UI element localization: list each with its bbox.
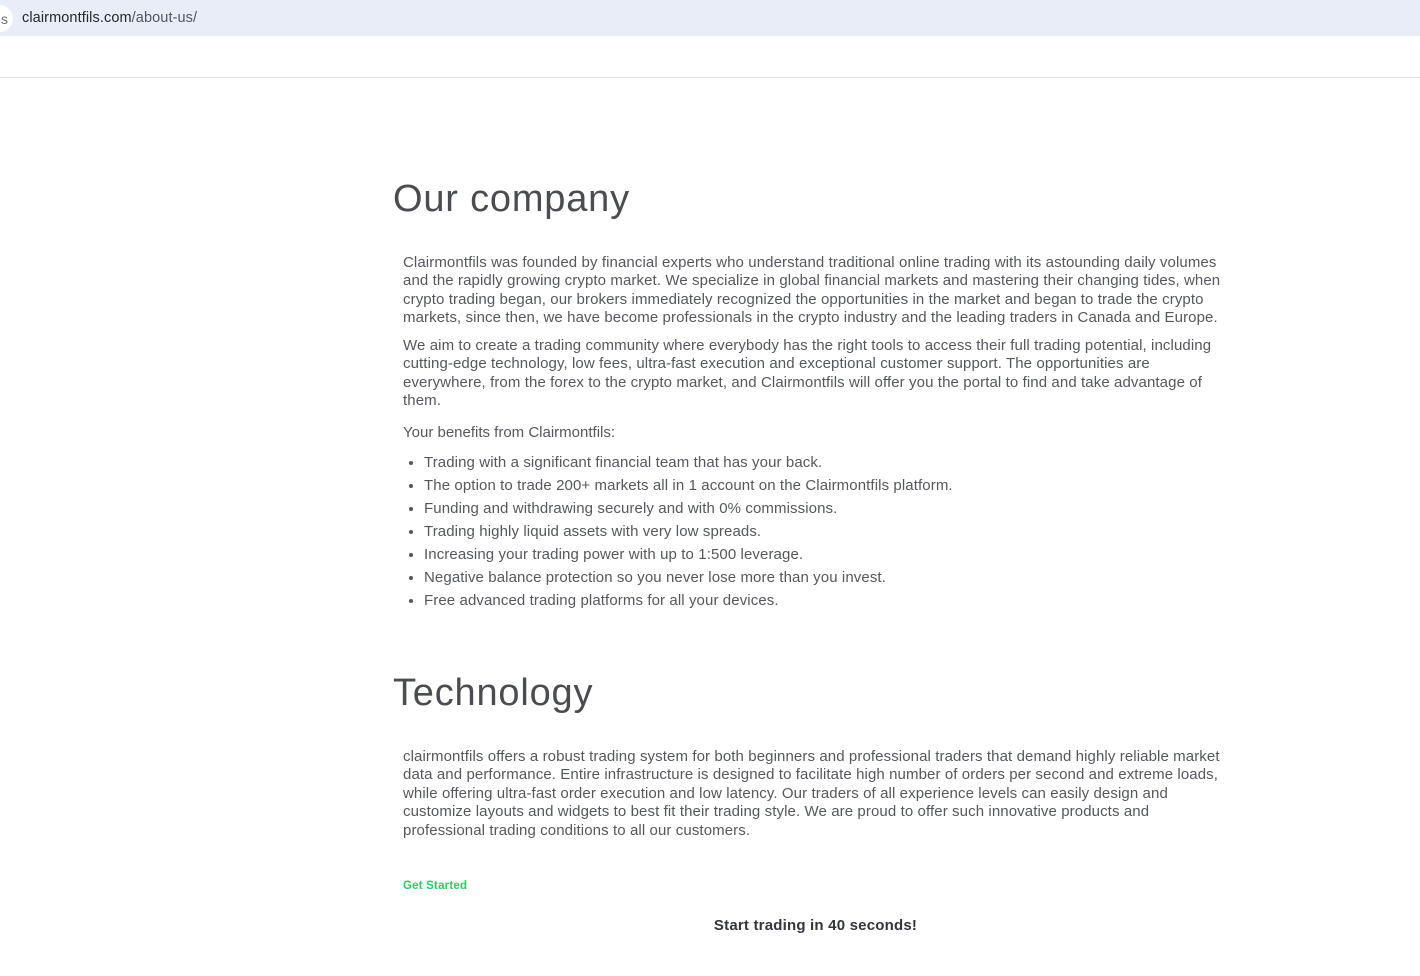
favicon-glyph: s: [1, 10, 8, 27]
benefit-item-text: Free advanced trading platforms for all your devices.: [424, 592, 779, 610]
benefit-item: [403, 589, 1238, 612]
technology-section: [393, 672, 1238, 840]
header-divider: [0, 77, 1420, 78]
address-bar[interactable]: [0, 0, 1420, 36]
get-started-link[interactable]: Get Started: [403, 880, 468, 893]
benefits-list: [403, 451, 1238, 612]
technology-section-title: Technology: [393, 672, 594, 715]
benefit-item: [403, 451, 1238, 474]
bullet-icon: [409, 507, 413, 511]
url-path: /about-us/: [131, 10, 198, 26]
company-paragraph-2: We aim to create a trading community where everybody has the right tools to access their full trading potential, including cutting-edge technology, low fees, ultra-fast execution and exceptional customer support. The opportunities are everywhere, from the forex to the crypto market, and Clairmontfils will offer you the portal to find and take advantage of them.: [403, 336, 1212, 410]
benefit-item-text: Trading highly liquid assets with very low spreads.: [424, 523, 762, 541]
bullet-icon: [409, 530, 413, 534]
page-header: [0, 36, 1420, 77]
benefit-item-text: Negative balance protection so you never lose more than you invest.: [424, 569, 886, 587]
bullet-icon: [409, 599, 413, 603]
company-section-title: Our company: [393, 178, 630, 220]
benefit-item: [403, 474, 1238, 497]
benefit-item-text: The option to trade 200+ markets all in 1 account on the Clairmontfils platform.: [424, 477, 953, 495]
benefit-item-text: Funding and withdrawing securely and with 0% commissions.: [424, 500, 838, 518]
company-paragraph-1: Clairmontfils was founded by financial experts who understand traditional online trading with its astounding daily volumes and the rapidly growing crypto market. We specialize in global financial markets and mastering their changing tides, when crypto trading began, our brokers immediately recognized the opportunities in the market and began to trade the crypto markets, since then, we have become professionals in the crypto industry and the leading traders in Canada and Europe.: [403, 253, 1221, 327]
bullet-icon: [409, 576, 413, 580]
technology-paragraph: clairmontfils offers a robust trading system for both beginners and professional traders that demand highly reliable market data and performance. Entire infrastructure is designed to facilitate high number of orders per second and extreme loads, while offering ultra-fast order execution and low latency. Our traders of all experience levels can easily design and customize layouts and widgets to best fit their trading style. We are proud to offer such innovative products and professional trading conditions to all our customers.: [403, 747, 1220, 839]
benefit-item: [403, 543, 1238, 566]
bullet-icon: [409, 553, 413, 557]
start-trading-tagline: Start trading in 40 seconds!: [713, 917, 918, 935]
bullet-icon: [409, 484, 413, 488]
url-domain: clairmontfils.com: [22, 10, 132, 26]
benefit-item: [403, 520, 1238, 543]
benefit-item: [403, 497, 1238, 520]
benefits-intro: Your benefits from Clairmontfils:: [403, 423, 616, 441]
site-favicon-icon: [0, 5, 13, 32]
benefit-item: [403, 566, 1238, 589]
bullet-icon: [409, 461, 413, 465]
benefit-item-text: Increasing your trading power with up to 1:500 leverage.: [424, 546, 804, 564]
main-content: [393, 178, 1238, 934]
benefit-item-text: Trading with a significant financial team that has your back.: [424, 454, 823, 472]
company-section-body: [393, 254, 1238, 613]
company-section: [393, 178, 1238, 612]
url-text: [22, 0, 197, 36]
technology-section-body: [393, 748, 1238, 841]
